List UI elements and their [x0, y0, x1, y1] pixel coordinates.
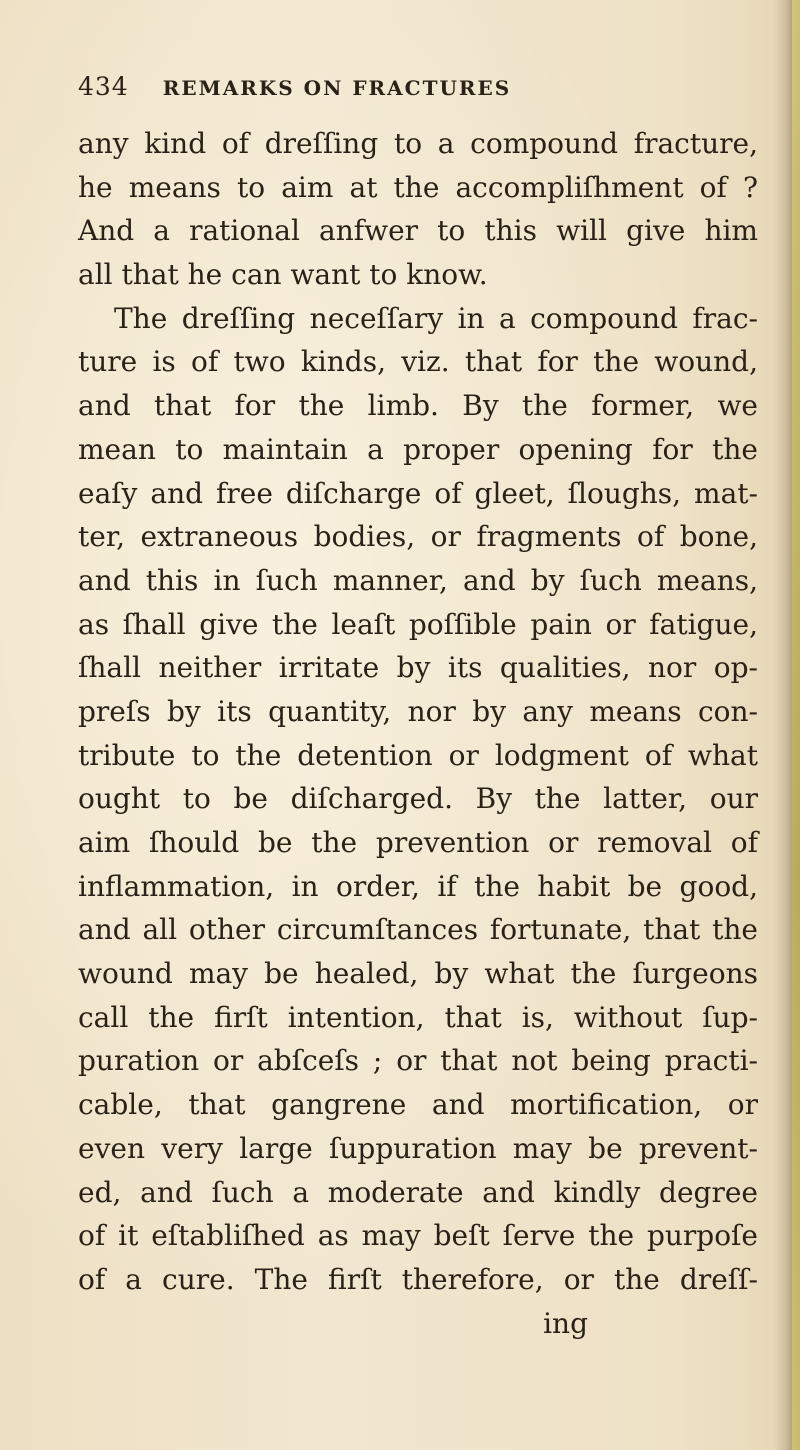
text-line: ter, extraneous bodies, or fragments of bone, — [78, 520, 758, 554]
text-line: tribute to the detention or lodgment of what — [78, 738, 758, 772]
text-line: aim ſhould be the prevention or removal of — [78, 826, 758, 859]
text-line: ſhall neither irritate by its qualities, nor op- — [78, 651, 758, 685]
text-line: mean to maintain a proper opening for the — [78, 432, 758, 466]
text-line: all that he can want to know. — [78, 258, 488, 292]
body-text — [78, 122, 758, 1345]
text-line: and that for the limb. By the former, we — [78, 389, 758, 423]
catchword: ing — [543, 1306, 588, 1340]
running-head: REMARKS ON FRACTURES — [162, 76, 512, 100]
text-line: The dreſſing neceſſary in a compound frac- — [114, 301, 758, 335]
text-line: any kind of dreſſing to a compound fracture, — [78, 127, 758, 160]
text-line: ture is of two kinds, viz. that for the wound, — [78, 345, 758, 379]
text-line: and all other circumſtances fortunate, that the — [78, 913, 758, 947]
text-line: he means to aim at the accompliſhment of ? — [78, 170, 758, 204]
text-line: and this in ſuch manner, and by ſuch means, — [78, 563, 758, 597]
text-line: And a rational anfwer to this will give him — [78, 214, 758, 248]
text-line: as ſhall give the leaſt poſſible pain or fatigue, — [78, 607, 758, 641]
text-line: wound may be healed, by what the ſurgeons — [78, 957, 758, 991]
text-line: puration or abſceſs ; or that not being practi- — [78, 1044, 758, 1078]
text-line: ed, and ſuch a moderate and kindly degree — [78, 1175, 758, 1209]
text-line: eaſy and free diſcharge of gleet, ſloughs, mat- — [78, 476, 758, 510]
text-line: of a cure. The firſt therefore, or the dreſſ- — [78, 1262, 758, 1296]
text-line: ought to be diſcharged. By the latter, our — [78, 782, 758, 816]
text-line: preſs by its quantity, nor by any means con- — [78, 694, 758, 728]
text-line: cable, that gangrene and mortification, or — [78, 1088, 758, 1122]
page-edge-strip — [792, 0, 800, 1450]
page-header — [78, 72, 718, 112]
text-line: even very large ſuppuration may be prevent- — [78, 1131, 758, 1165]
text-line: of it eſtabliſhed as may beſt ſerve the purpoſe — [78, 1219, 758, 1253]
text-line: call the firſt intention, that is, without ſup- — [78, 1000, 758, 1034]
text-line: inflammation, in order, if the habit be good, — [78, 869, 758, 903]
page-number: 434 — [78, 72, 129, 101]
